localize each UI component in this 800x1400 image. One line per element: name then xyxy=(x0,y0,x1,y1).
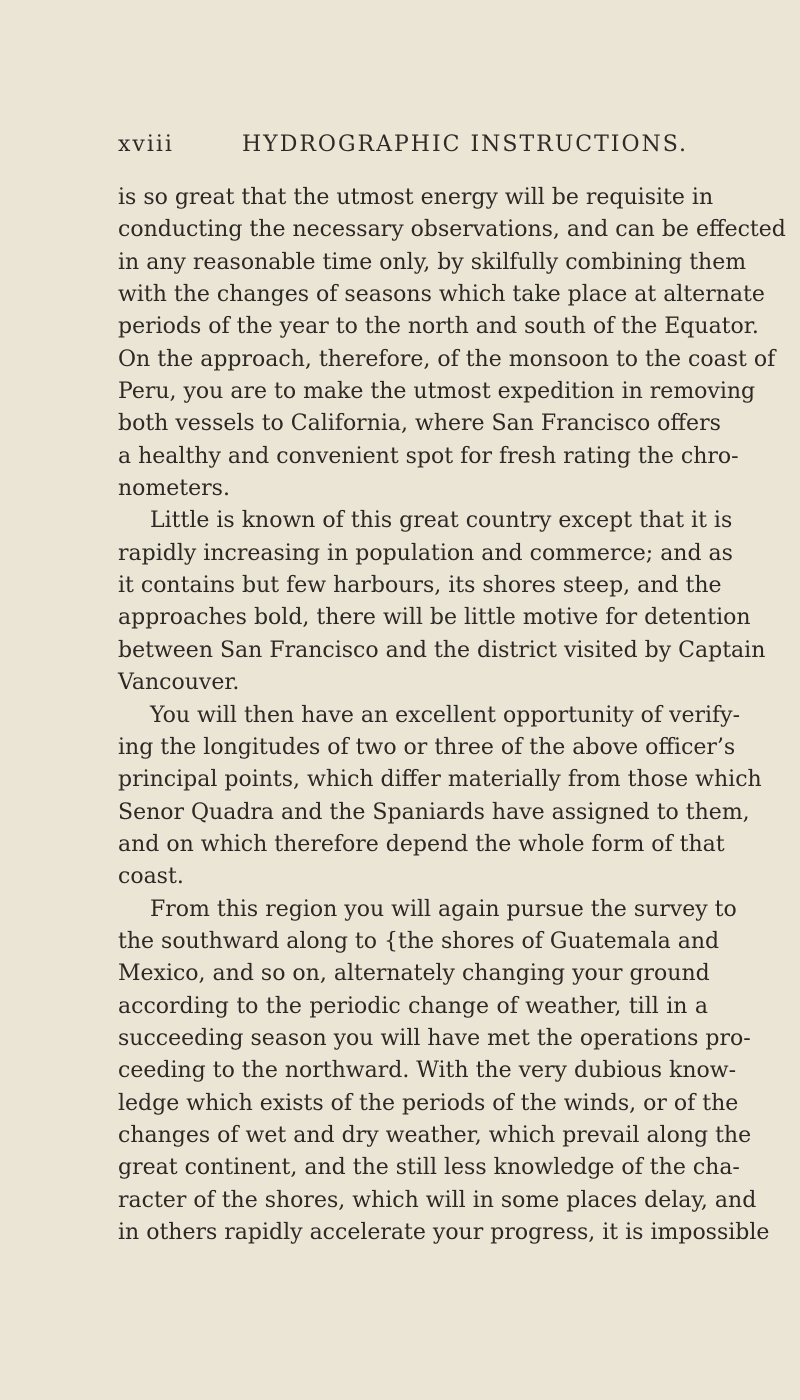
text-line: Vancouver. xyxy=(118,670,240,696)
page-number: xviii xyxy=(118,132,174,157)
text-line: in any reasonable time only, by skilfully combining them xyxy=(118,249,747,275)
text-line: both vessels to California, where San Francisco offers xyxy=(118,411,721,437)
text-line: it contains but few harbours, its shores steep, and the xyxy=(118,573,722,599)
text-line: Peru, you are to make the utmost expedition in removing xyxy=(118,379,756,405)
paragraph-1 xyxy=(118,182,786,505)
paragraph-2 xyxy=(118,505,766,699)
text-line: in others rapidly accelerate your progress, it is impossible xyxy=(118,1220,770,1245)
text-line: You will then have an excellent opportunity of verify- xyxy=(150,702,741,728)
text-line: coast. xyxy=(118,864,184,890)
text-line: a healthy and convenient spot for fresh rating the chro- xyxy=(118,443,739,469)
text-line: Little is known of this great country except that it is xyxy=(150,508,733,534)
text-line: ledge which exists of the periods of the winds, or of the xyxy=(118,1090,739,1116)
text-line: approaches bold, there will be little motive for detention xyxy=(118,605,751,631)
text-line: ceeding to the northward. With the very dubious know- xyxy=(118,1058,737,1084)
text-line: between San Francisco and the district visited by Captain xyxy=(118,637,766,663)
text-line: the southward along to {the shores of Guatemala and xyxy=(118,928,720,954)
text-line: Senor Quadra and the Spaniards have assigned to them, xyxy=(118,799,750,825)
running-head xyxy=(118,128,718,168)
text-line: conducting the necessary observations, and can be effected xyxy=(118,217,786,243)
text-line: is so great that the utmost energy will be requisite in xyxy=(118,185,714,210)
text-line: rapidly increasing in population and commerce; and as xyxy=(118,540,733,566)
text-line: principal points, which differ materially from those which xyxy=(118,767,762,793)
text-line: changes of wet and dry weather, which prevail along the xyxy=(118,1122,752,1148)
text-line: From this region you will again pursue the survey to xyxy=(150,896,737,922)
text-line: On the approach, therefore, of the monsoon to the coast of xyxy=(118,346,776,372)
text-line: with the changes of seasons which take place at alternate xyxy=(118,282,765,308)
text-line: ing the longitudes of two or three of the above officer’s xyxy=(118,734,736,760)
text-line: and on which therefore depend the whole form of that xyxy=(118,831,725,857)
paragraph-4 xyxy=(118,894,770,1250)
body-text xyxy=(118,182,786,1249)
paragraph-3 xyxy=(118,700,762,894)
text-line: succeeding season you will have met the operations pro- xyxy=(118,1025,751,1051)
text-line: great continent, and the still less knowledge of the cha- xyxy=(118,1155,740,1181)
text-line: Mexico, and so on, alternately changing your ground xyxy=(118,961,710,987)
text-line: racter of the shores, which will in some places delay, and xyxy=(118,1187,757,1213)
text-line: nometers. xyxy=(118,476,230,502)
text-line: according to the periodic change of weather, till in a xyxy=(118,993,708,1019)
running-title: HYDROGRAPHIC INSTRUCTIONS. xyxy=(242,132,689,157)
text-line: periods of the year to the north and south of the Equator. xyxy=(118,314,759,340)
